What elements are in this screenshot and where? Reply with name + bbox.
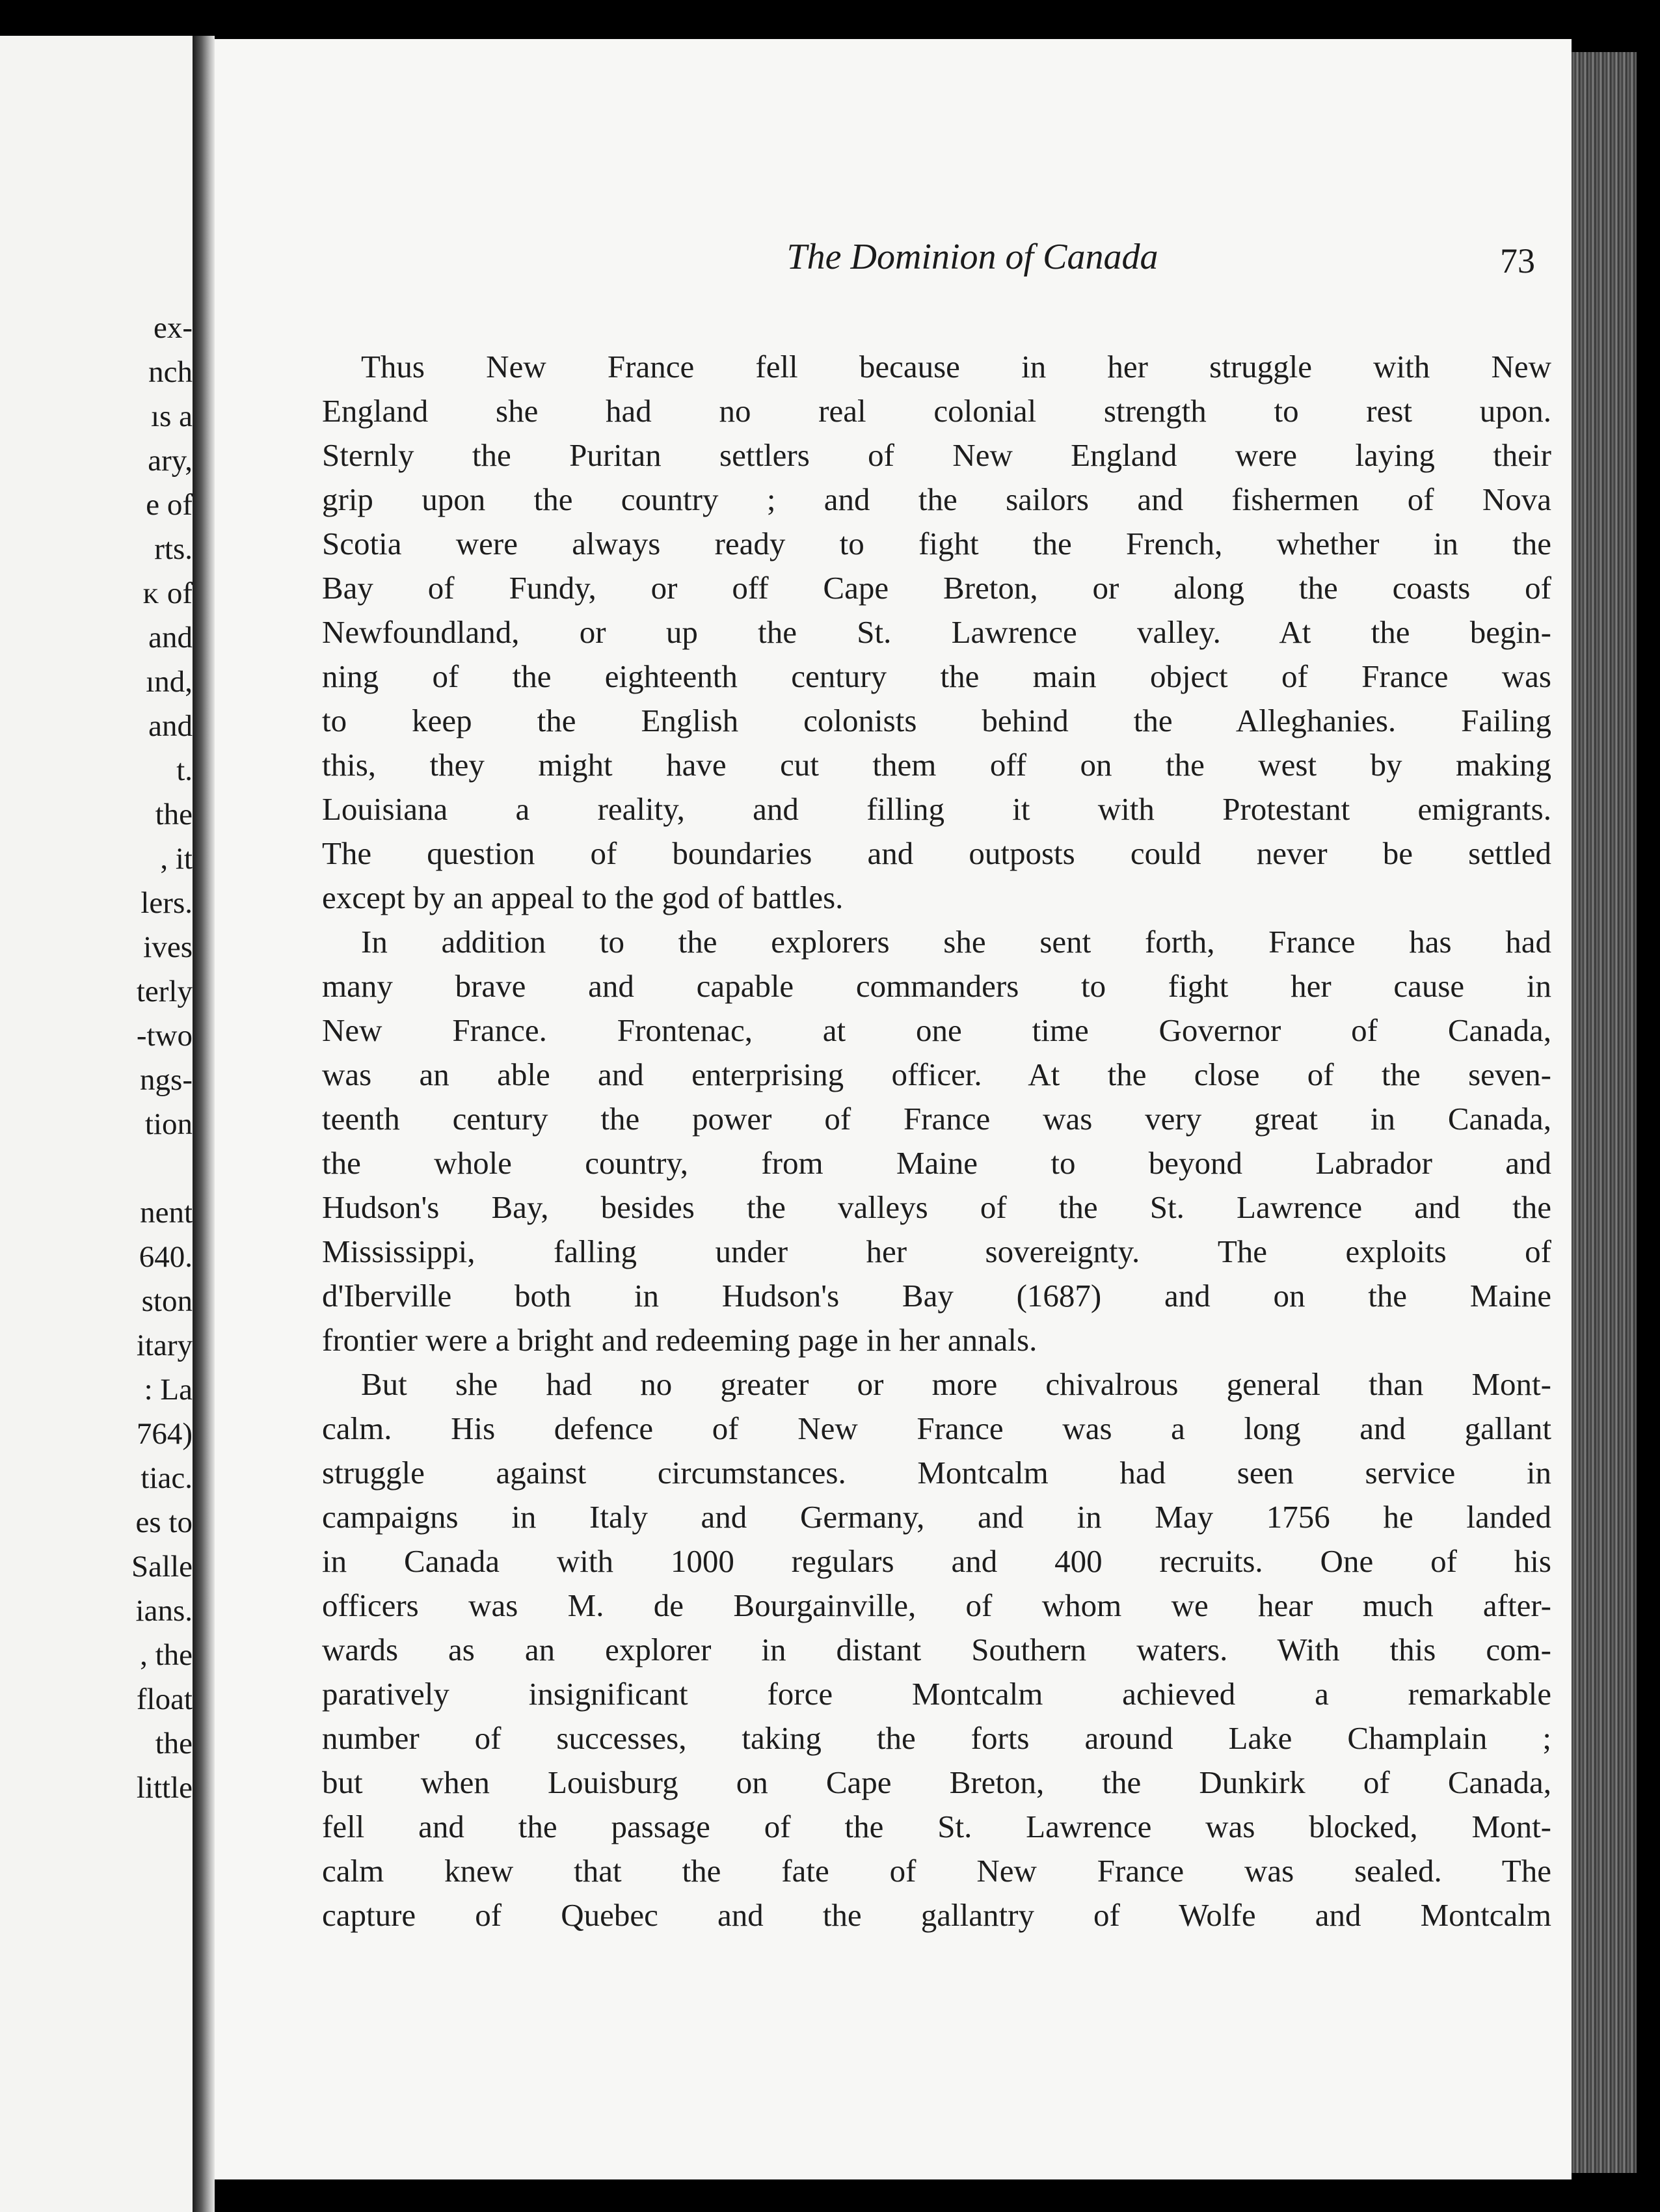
text-line: struggle against circumstances. Montcalm had seen service in [322,1455,1551,1490]
text-line: calm. His defence of New France was a long and gallant [322,1410,1551,1446]
running-head [605,224,1561,290]
text-line: wards as an explorer in distant Southern waters. With this com- [322,1632,1551,1667]
facing-page-fragment [0,36,195,2212]
text-line: Newfoundland, or up the St. Lawrence valley. At the begin- [322,614,1551,650]
text-line: Mississippi, falling under her sovereignty. The exploits of [322,1234,1551,1269]
text-line: d'Iberville both in Hudson's Bay (1687) and on the Maine [322,1278,1551,1314]
facing-page-line: e of [146,488,193,522]
book-gutter-shadow [193,36,215,2212]
facing-page-line: ᴋ of [142,576,193,610]
text-line: teenth century the power of France was very great in Canada, [322,1101,1551,1137]
facing-page-line: ex- [153,311,193,345]
facing-page-line: ians. [135,1594,193,1628]
text-line: calm knew that the fate of New France was sealed. The [322,1853,1551,1889]
facing-page-line: , the [140,1638,193,1672]
text-line: grip upon the country ; and the sailors and fishermen of Nova [322,481,1551,517]
facing-page-line: ston [141,1284,193,1318]
text-line: England she had no real colonial strength to rest upon. [322,393,1551,429]
text-line: In addition to the explorers she sent forth, France has had [361,924,1551,960]
facing-page-line: float [136,1682,193,1716]
facing-page-line: t. [176,753,193,787]
facing-page-line: itary [136,1329,193,1362]
facing-page-line: es to [135,1505,193,1539]
text-line: campaigns in Italy and Germany, and in May 1756 he landed [322,1499,1551,1535]
facing-page-line: Salle [131,1550,193,1584]
text-line: Louisiana a reality, and filling it with Protestant emigrants. [322,791,1551,827]
facing-page-line: nch [148,355,193,389]
facing-page-line: terly [136,975,193,1008]
facing-page-line: and [148,621,193,654]
page-number: 73 [1500,241,1535,280]
main-page [215,39,1572,2179]
text-line: ning of the eighteenth century the main object of France was [322,658,1551,694]
text-line: Sternly the Puritan settlers of New England were laying their [322,437,1551,473]
facing-page-line: 640. [139,1240,193,1274]
text-line: capture of Quebec and the gallantry of Wolfe and Montcalm [322,1897,1551,1933]
facing-page-line: ary, [148,444,193,478]
facing-page-line: -two [136,1019,193,1053]
facing-page-line: tion [144,1107,193,1141]
facing-page-line: the [155,1727,193,1760]
facing-page-line: ives [143,930,193,964]
text-line: the whole country, from Maine to beyond Labrador and [322,1145,1551,1181]
facing-page-line: ngs- [140,1063,193,1097]
facing-page-line: , it [160,842,193,876]
scan-border [1637,26,1660,2212]
text-line: except by an appeal to the god of battles. [322,880,844,915]
text-line: Hudson's Bay, besides the valleys of the St. Lawrence and the [322,1189,1551,1225]
text-line: number of successes, taking the forts around Lake Champlain ; [322,1720,1551,1756]
text-line: frontier were a bright and redeeming page in her annals. [322,1322,1038,1358]
facing-page-line: little [136,1771,193,1805]
body-text [322,345,1551,1937]
facing-page-line: the [155,798,193,831]
facing-page-line: lers. [141,886,193,920]
facing-page-line: 764) [136,1417,193,1451]
facing-page-line: and [148,709,193,743]
text-line: many brave and capable commanders to fight her cause in [322,968,1551,1004]
text-line: fell and the passage of the St. Lawrence was blocked, Mont- [322,1809,1551,1844]
text-line: But she had no greater or more chivalrous general than Mont- [361,1366,1551,1402]
text-line: but when Louisburg on Cape Breton, the Dunkirk of Canada, [322,1764,1551,1800]
text-line: Scotia were always ready to fight the French, whether in the [322,526,1551,561]
text-line: was an able and enterprising officer. At the close of the seven- [322,1057,1551,1092]
text-line: this, they might have cut them off on the west by making [322,747,1551,783]
text-line: Bay of Fundy, or off Cape Breton, or along the coasts of [322,570,1551,606]
facing-page-line: ıs a [151,399,193,433]
facing-page-line: rts. [154,532,193,566]
running-head-title: The Dominion of Canada [786,237,1158,277]
facing-page-line: : La [144,1373,193,1407]
page-block-edge [1572,52,1637,2173]
text-line: Thus New France fell because in her struggle with New [361,349,1551,384]
text-line: officers was M. de Bourgainville, of whom we hear much after- [322,1587,1551,1623]
facing-page-line: ınd, [146,665,193,699]
text-line: The question of boundaries and outposts could never be settled [322,835,1551,871]
text-line: paratively insignificant force Montcalm achieved a remarkable [322,1676,1551,1712]
text-line: in Canada with 1000 regulars and 400 recruits. One of his [322,1543,1551,1579]
facing-page-line: tiac. [141,1461,193,1495]
text-line: New France. Frontenac, at one time Governor of Canada, [322,1012,1551,1048]
text-line: to keep the English colonists behind the Alleghanies. Failing [322,703,1551,738]
facing-page-line: nent [140,1196,193,1230]
